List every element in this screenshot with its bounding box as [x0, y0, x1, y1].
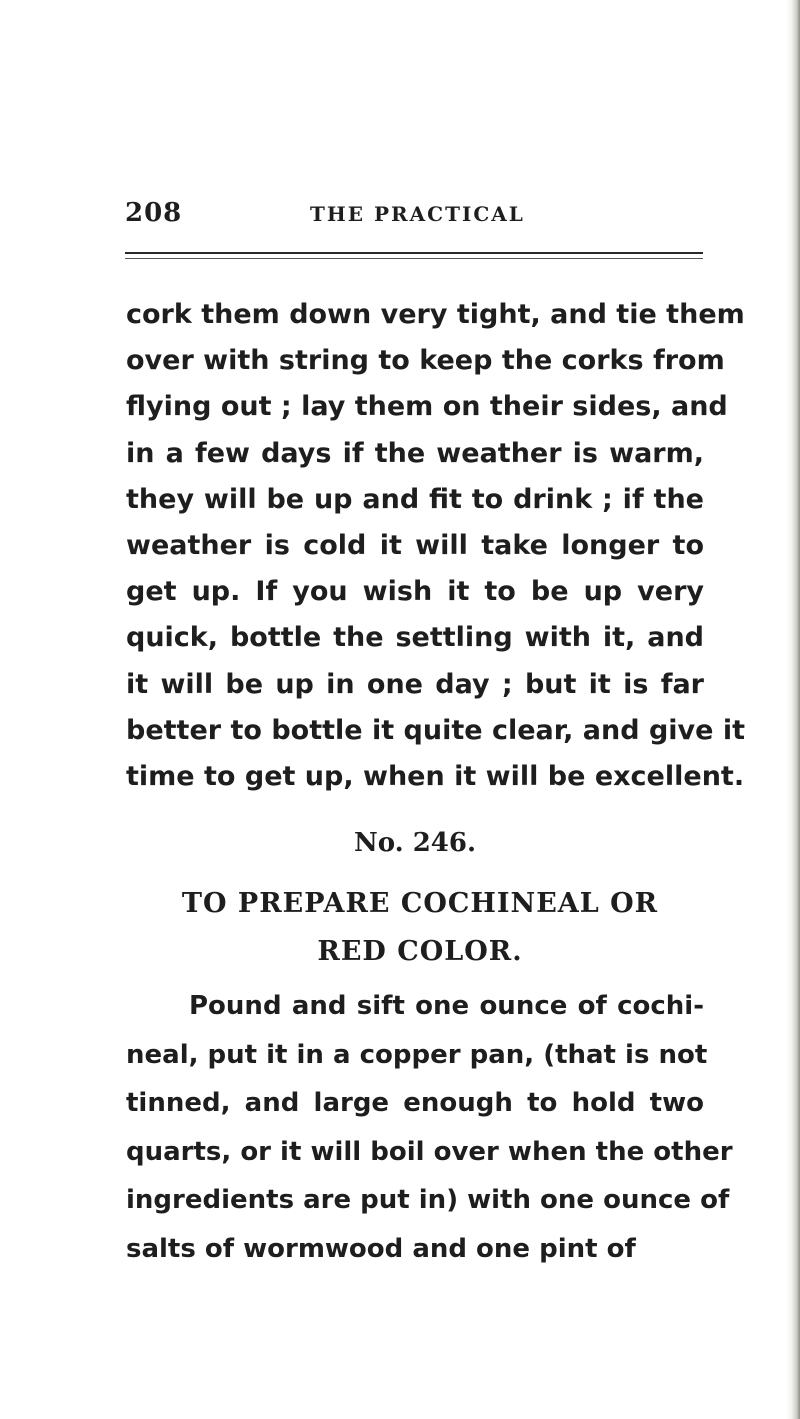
text-line: they will be up and fit to drink ; if the: [126, 483, 704, 515]
text-line: quick, bottle the settling with it, and: [126, 622, 704, 654]
text-line: flying out ; lay them on their sides, and: [126, 391, 728, 423]
text-line: cork them down very tight, and tie them: [126, 299, 745, 330]
text-line: over with string to keep the corks from: [126, 345, 725, 377]
paragraph-continued: [126, 292, 745, 800]
text-line: salts of wormwood and one pint of: [126, 1233, 636, 1264]
text-line: Pound and sift one ounce of cochi-: [189, 991, 704, 1021]
text-line: get up. If you wish it to be up very: [126, 576, 704, 608]
text-line: quarts, or it will boil over when the other: [126, 1136, 733, 1167]
text-line: ingredients are put in) with one ounce of: [126, 1185, 730, 1215]
running-title: THE PRACTICAL: [310, 202, 525, 226]
text-line: better to bottle it quite clear, and give it: [126, 714, 745, 746]
recipe-heading: [140, 880, 700, 976]
recipe-heading-line: RED COLOR.: [317, 936, 523, 967]
header-rule: [125, 252, 703, 259]
recipe-paragraph: [126, 982, 733, 1273]
text-line: in a few days if the weather is warm,: [126, 437, 704, 469]
text-line: it will be up in one day ; but it is far: [126, 668, 704, 700]
page-header: [125, 198, 605, 232]
page-edge-shadow: [786, 0, 800, 1419]
recipe-heading-line: TO PREPARE COCHINEAL OR: [181, 888, 659, 919]
page-number: 208: [125, 198, 183, 228]
recipe-number: No. 246.: [353, 828, 477, 858]
text-line: weather is cold it will take longer to: [126, 530, 704, 562]
text-line: time to get up, when it will be excellent.: [126, 761, 745, 793]
text-line: neal, put it in a copper pan, (that is not: [126, 1039, 708, 1070]
text-line: tinned, and large enough to hold two: [126, 1088, 704, 1118]
